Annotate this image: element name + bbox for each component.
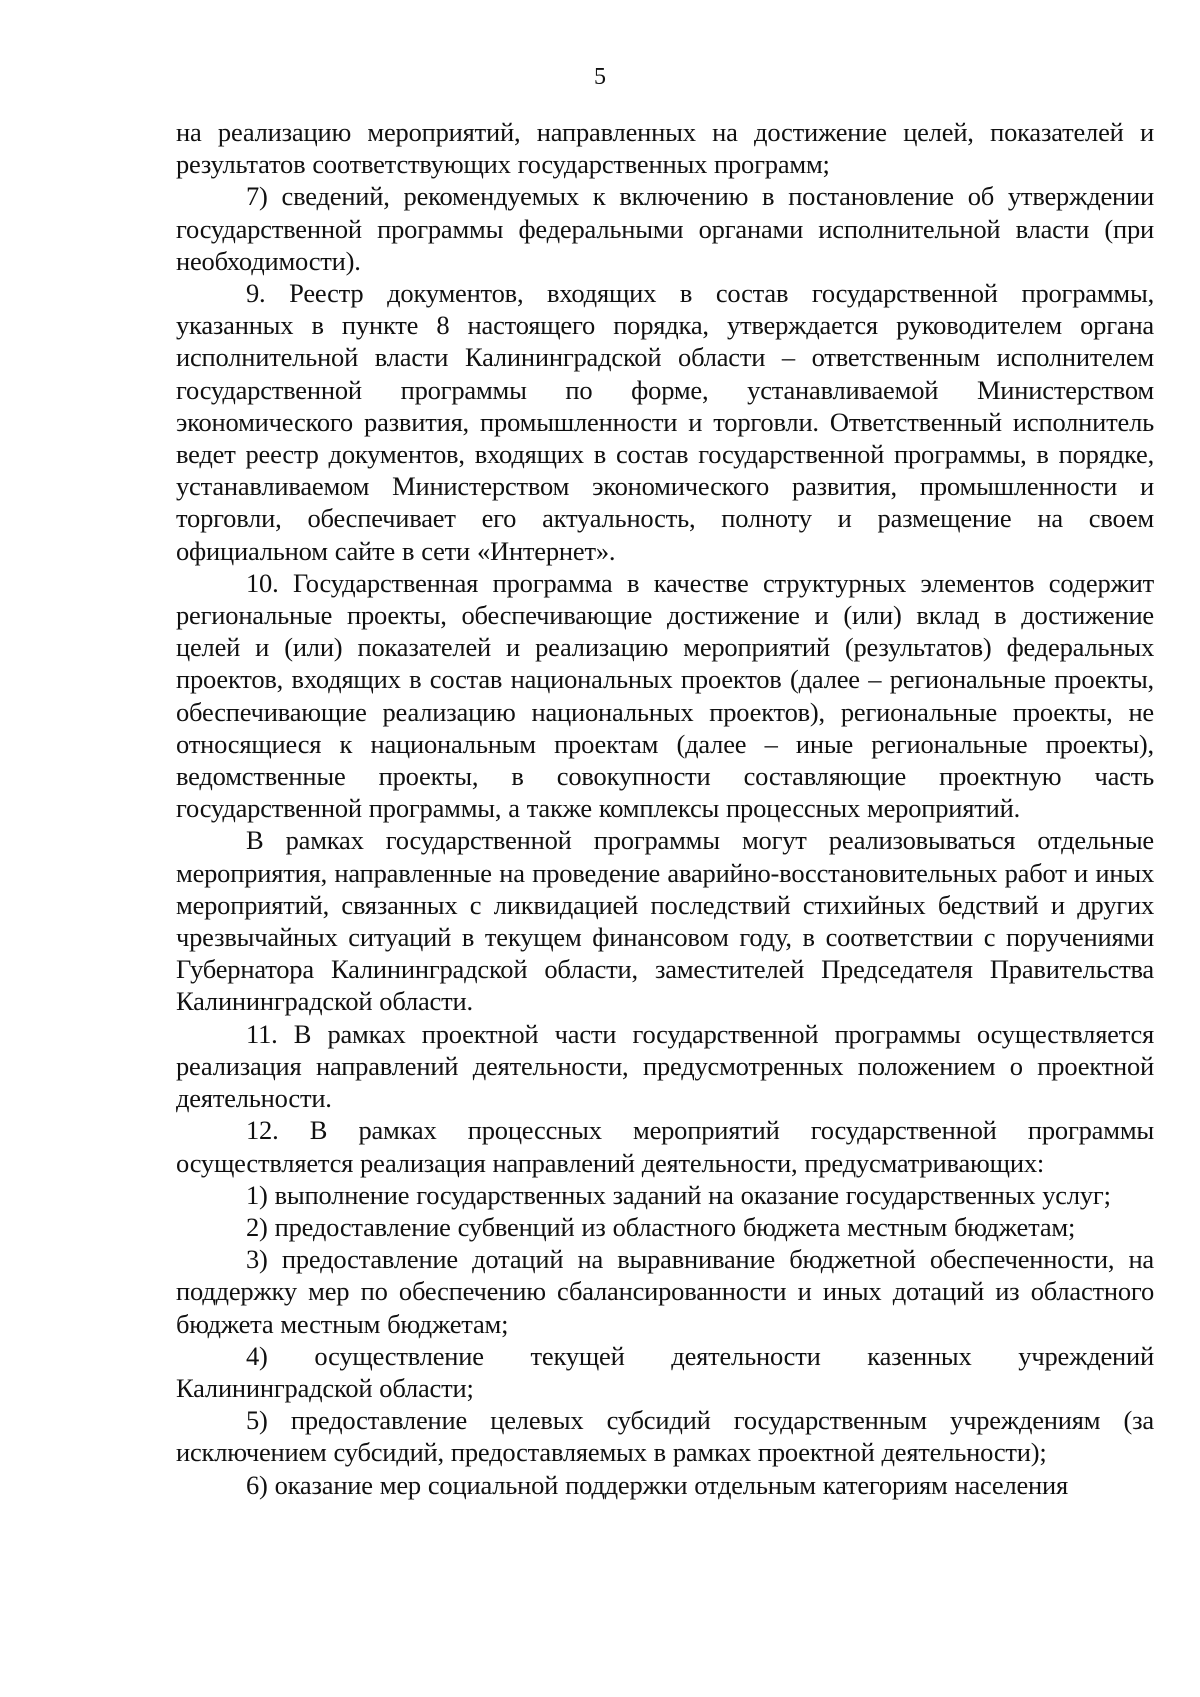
list-item-2: 2) предоставление субвенций из областного бюджета местным бюджетам; xyxy=(246,1211,1076,1242)
list-item-3: 3) предоставление дотаций на выравнивание бюджетной обеспеченности, на поддержку мер по обеспечению сбалансированности и иных дотаций из областного бюджета местным бюджетам; xyxy=(176,1244,1154,1339)
paragraph-clause-12: 12. В рамках процессных мероприятий государственной программы осуществляется реализация направлений деятельности, предусматривающих: xyxy=(176,1115,1154,1178)
paragraph-item-7: 7) сведений, рекомендуемых к включению в постановление об утверждении государственной программы федеральными органами исполнительной власти (при необходимости). xyxy=(176,181,1154,276)
list-item-6: 6) оказание мер социальной поддержки отдельным категориям населения xyxy=(246,1469,1068,1500)
paragraph-clause-9: 9. Реестр документов, входящих в состав государственной программы, указанных в пункте 8 настоящего порядка, утверждается руководителем органа исполнительной власти Калининградской области – ответственным исполнителем государственной программы по форме, устанавливаемой Министерством экономического развития, промышленности и торговли. Ответственный исполнитель ведет реестр документов, входящих в состав государственной программы, в порядке, устанавливаемом Министерством экономического развития, промышленности и торговли, обеспечивает его актуальность, полноту и размещение на своем официальном сайте в сети «Интернет». xyxy=(176,278,1154,566)
paragraph-clause-11: 11. В рамках проектной части государственной программы осуществляется реализация направлений деятельности, предусмотренных положением о проектной деятельности. xyxy=(176,1018,1154,1114)
paragraph-continuation: на реализацию мероприятий, направленных на достижение целей, показателей и результатов соответствующих государственных программ; xyxy=(176,117,1154,180)
page-number: 5 xyxy=(594,64,606,90)
paragraph-emergency-measures: В рамках государственной программы могут реализовываться отдельные мероприятия, направленные на проведение аварийно-восстановительных работ и иных мероприятий, связанных с ликвидацией последствий стихийных бедствий и других чрезвычайных ситуаций в текущем финансовом году, в соответствии с поручениями Губернатора Калининградской области, заместителей Председателя Правительства Калининградской области. xyxy=(176,825,1154,1017)
list-item-5: 5) предоставление целевых субсидий государственным учреждениям (за исключением субсидий, предоставляемых в рамках проектной деятельности); xyxy=(176,1405,1154,1468)
list-item-1: 1) выполнение государственных заданий на оказание государственных услуг; xyxy=(246,1179,1111,1210)
paragraph-clause-10: 10. Государственная программа в качестве структурных элементов содержит региональные проекты, обеспечивающие достижение и (или) вклад в достижение целей и (или) показателей и реализацию мероприятий (результатов) федеральных проектов, входящих в состав национальных проектов (далее – региональные проекты, обеспечивающие реализацию национальных проектов), региональные проекты, не относящиеся к национальным проектам (далее – иные региональные проекты), ведомственные проекты, в совокупности составляющие проектную часть государственной программы, а также комплексы процессных мероприятий. xyxy=(176,567,1154,824)
list-item-4: 4) осуществление текущей деятельности казенных учреждений Калининградской области; xyxy=(176,1340,1154,1403)
document-body xyxy=(176,116,1154,1501)
